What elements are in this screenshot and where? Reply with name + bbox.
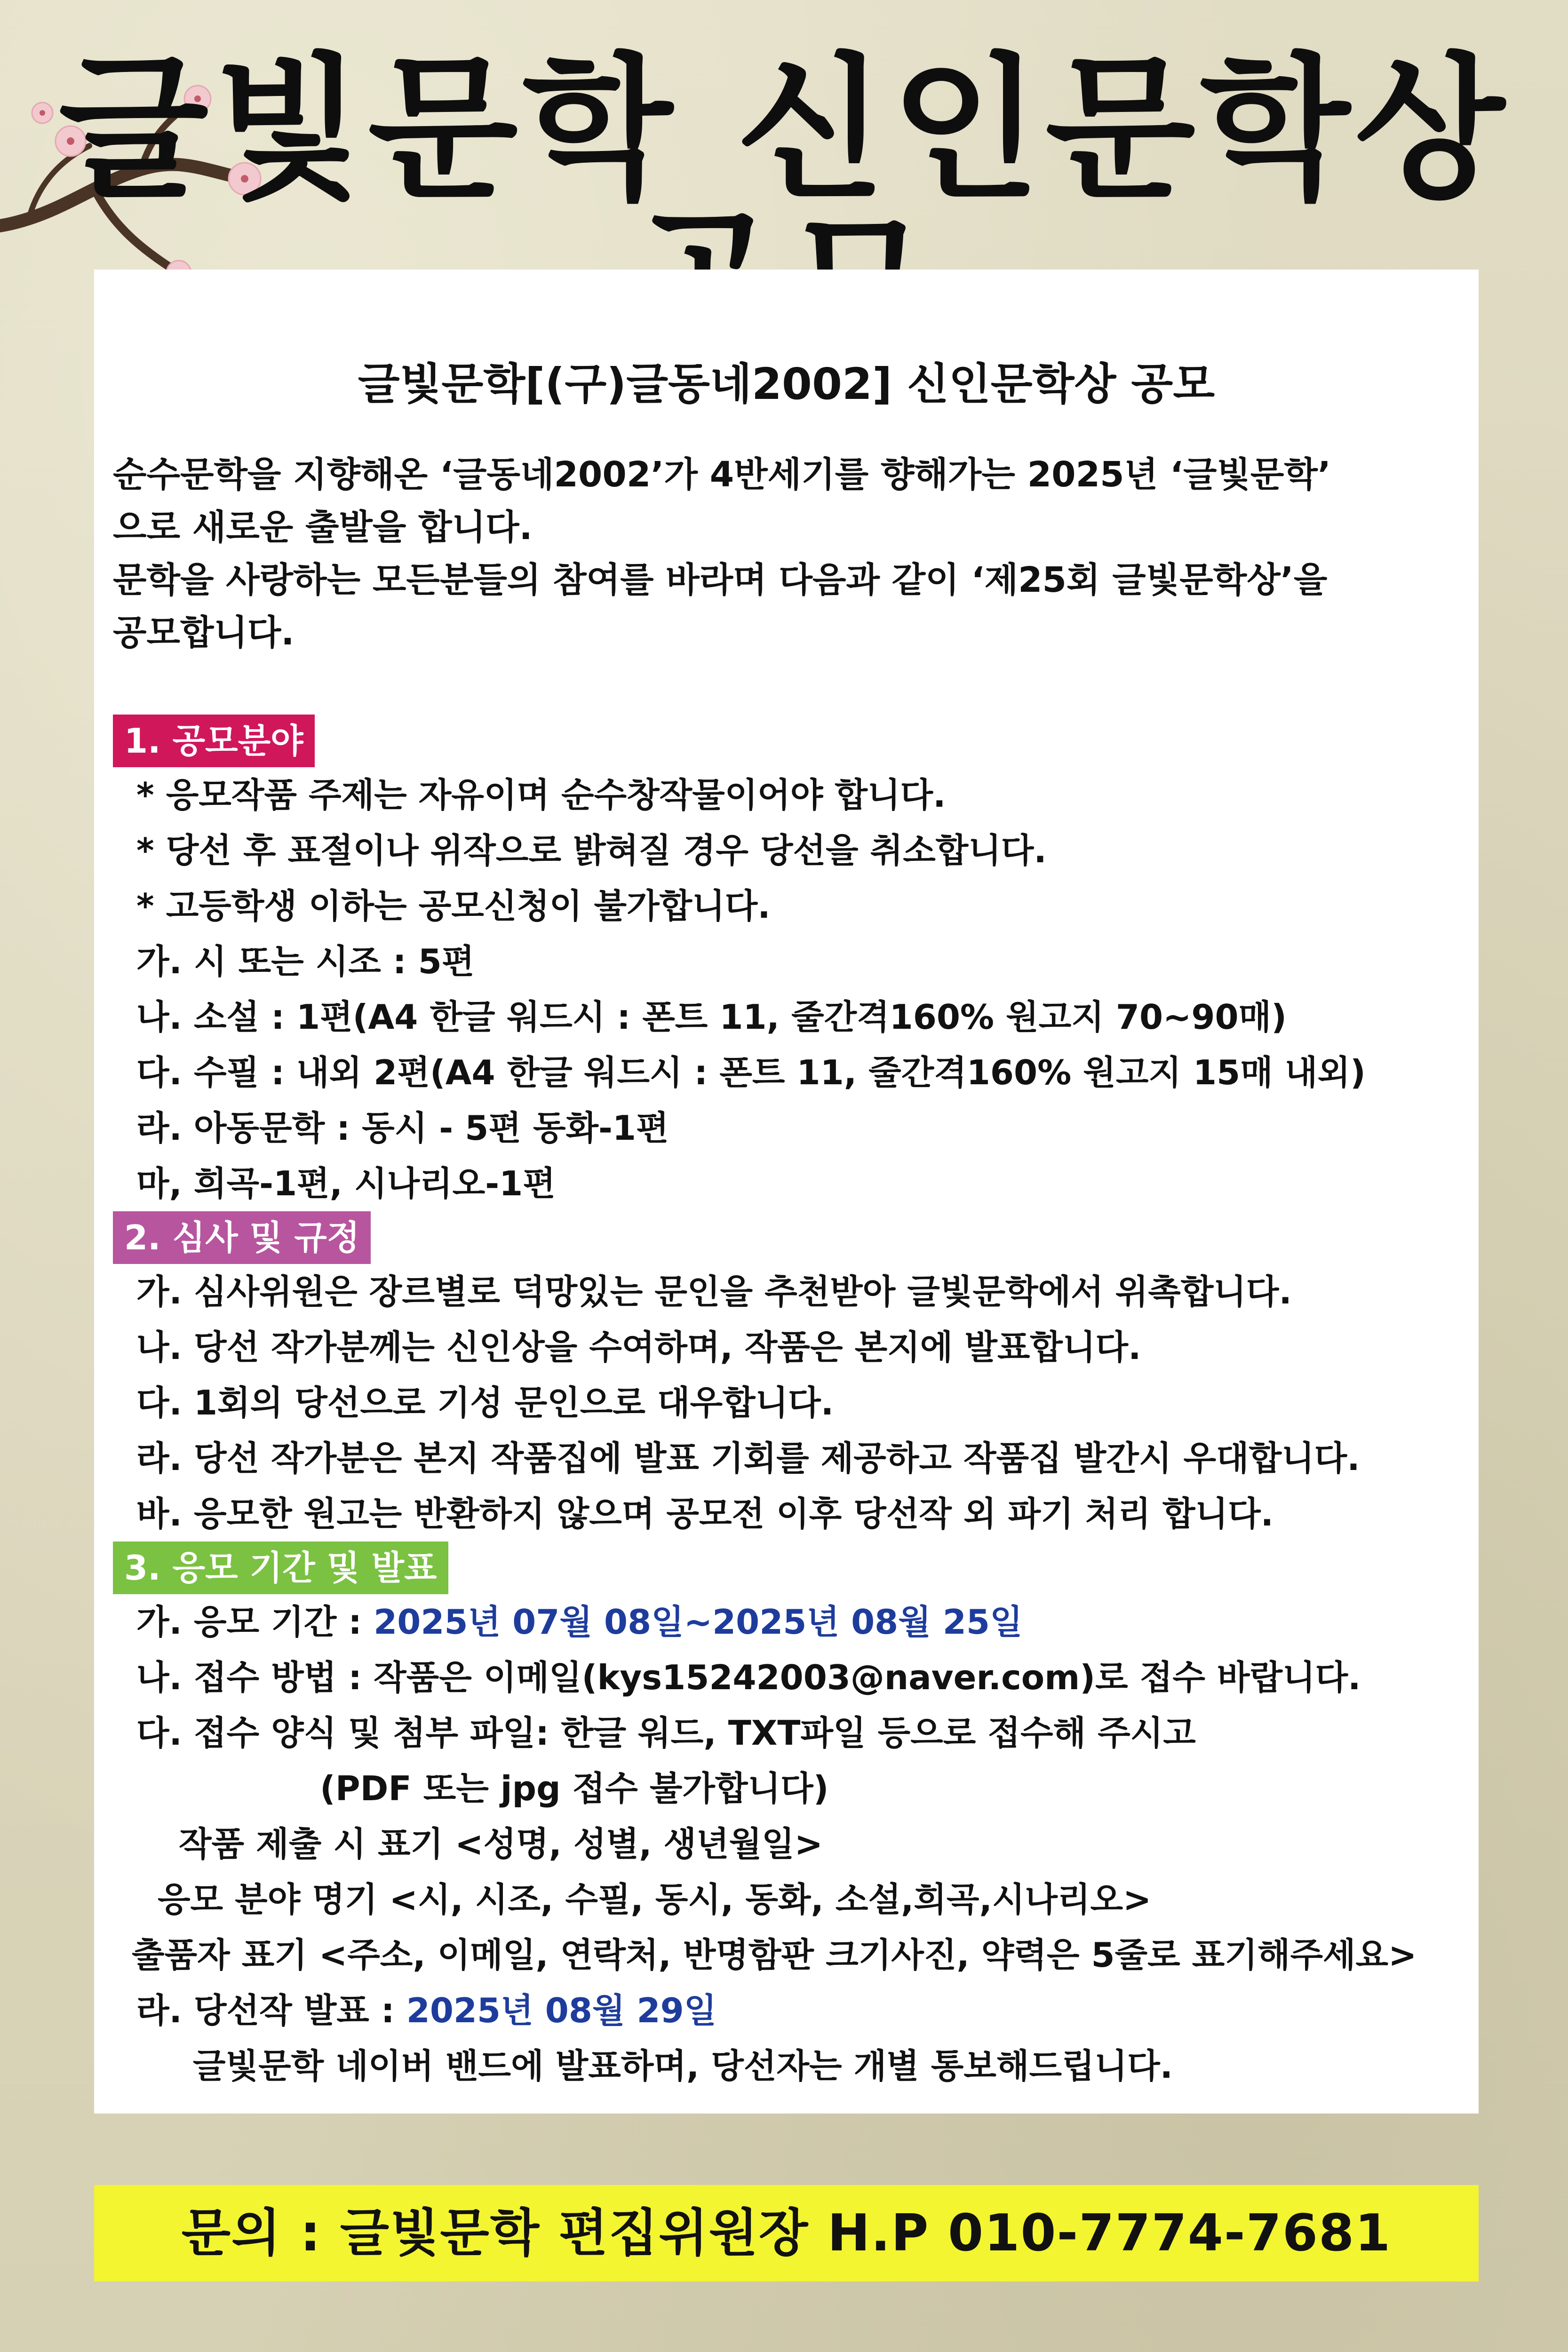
submission-format-note: (PDF 또는 jpg 접수 불가합니다) xyxy=(320,1769,829,1808)
winner-announcement xyxy=(113,1983,1468,2038)
rule-item: 바. 응모한 원고는 반환하지 않으며 공모전 이후 당선작 외 파기 처리 합니다. xyxy=(136,1494,1274,1534)
page-title: 글빛문학 신인문학상 xyxy=(58,39,1510,220)
section-period-announcement xyxy=(113,1542,1468,2094)
intro-line: 순수문학을 지향해온 ‘글동네2002’가 4반세기를 향해가는 2025년 ‘글빛문학’ xyxy=(113,454,1331,495)
field-item: 가. 시 또는 시조 : 5편 xyxy=(136,942,475,981)
intro-line: 으로 새로운 출발을 합니다. xyxy=(113,507,533,548)
rule-item: 나. 당선 작가분께는 신인상을 수여하며, 작품은 본지에 발표합니다. xyxy=(136,1327,1141,1367)
notice-note: * 당선 후 표절이나 위작으로 밝혀질 경우 당선을 취소합니다. xyxy=(136,831,1047,870)
field-item: 마, 희곡-1편, 시나리오-1편 xyxy=(136,1164,556,1203)
section-title-contest-fields: 1. 공모분야 xyxy=(113,715,315,767)
submission-period-dates: 2025년 07월 08일~2025년 08월 25일 xyxy=(374,1602,1023,1642)
field-item: 다. 수필 : 내외 2편(A4 한글 워드시 : 폰트 11, 줄간격160% 원고지 15매 내외) xyxy=(136,1053,1366,1092)
section-contest-fields xyxy=(113,659,1468,1211)
submission-format: 다. 접수 양식 및 첨부 파일: 한글 워드, TXT파일 등으로 접수해 주시고 xyxy=(136,1713,1196,1753)
section-review-rules xyxy=(113,1211,1468,1542)
notice-note: * 고등학생 이하는 공모신청이 불가합니다. xyxy=(136,886,771,926)
notice-note: * 응모작품 주제는 자유이며 순수창작물이어야 합니다. xyxy=(136,775,946,815)
marking-instruction: 작품 제출 시 표기 <성명, 성별, 생년월일> xyxy=(179,1824,823,1864)
intro-line: 공모합니다. xyxy=(113,612,294,653)
submission-method: 나. 접수 방법 : 작품은 이메일(kys15242003@naver.com)로 접수 바랍니다. xyxy=(136,1658,1361,1697)
notice-panel xyxy=(94,270,1479,2114)
submission-period-label: 가. 응모 기간 : xyxy=(136,1602,374,1642)
field-item: 라. 아동문학 : 동시 - 5편 동화-1편 xyxy=(136,1108,669,1148)
marking-instruction: 응모 분야 명기 <시, 시조, 수필, 동시, 동화, 소설,희곡,시나리오> xyxy=(158,1880,1152,1919)
winner-announcement-date: 2025년 08월 29일 xyxy=(406,1991,717,2030)
submission-period xyxy=(113,1594,1468,1650)
notice-content xyxy=(113,448,1468,2094)
intro-line: 문학을 사랑하는 모든분들의 참여를 바라며 다음과 같이 ‘제25회 글빛문학상’을 xyxy=(113,560,1328,600)
section-title-period-announcement: 3. 응모 기간 및 발표 xyxy=(113,1542,448,1594)
field-item: 나. 소설 : 1편(A4 한글 워드시 : 폰트 11, 줄간격160% 원고지 70~90매) xyxy=(136,997,1287,1037)
marking-instruction: 출품자 표기 <주소, 이메일, 연락처, 반명함판 크기사진, 약력은 5줄로 표기해주세요> xyxy=(132,1935,1417,1975)
intro-paragraph xyxy=(113,448,1468,659)
winner-announcement-label: 라. 당선작 발표 : xyxy=(136,1991,406,2030)
winner-announcement-note: 글빛문학 네이버 밴드에 발표하며, 당선자는 개별 통보해드립니다. xyxy=(193,2046,1173,2086)
rule-item: 다. 1회의 당선으로 기성 문인으로 대우합니다. xyxy=(136,1383,834,1422)
contact-banner: 문의 : 글빛문학 편집위원장 H.P 010-7774-7681 xyxy=(94,2185,1479,2281)
rule-item: 라. 당선 작가분은 본지 작품집에 발표 기회를 제공하고 작품집 발간시 우대합니다. xyxy=(136,1438,1360,1478)
section-title-review-rules: 2. 심사 및 규정 xyxy=(113,1211,371,1264)
rule-item: 가. 심사위원은 장르별로 덕망있는 문인을 추천받아 글빛문학에서 위촉합니다. xyxy=(136,1272,1292,1311)
notice-heading: 글빛문학[(구)글동네2002] 신인문학상 공모 xyxy=(358,359,1215,409)
